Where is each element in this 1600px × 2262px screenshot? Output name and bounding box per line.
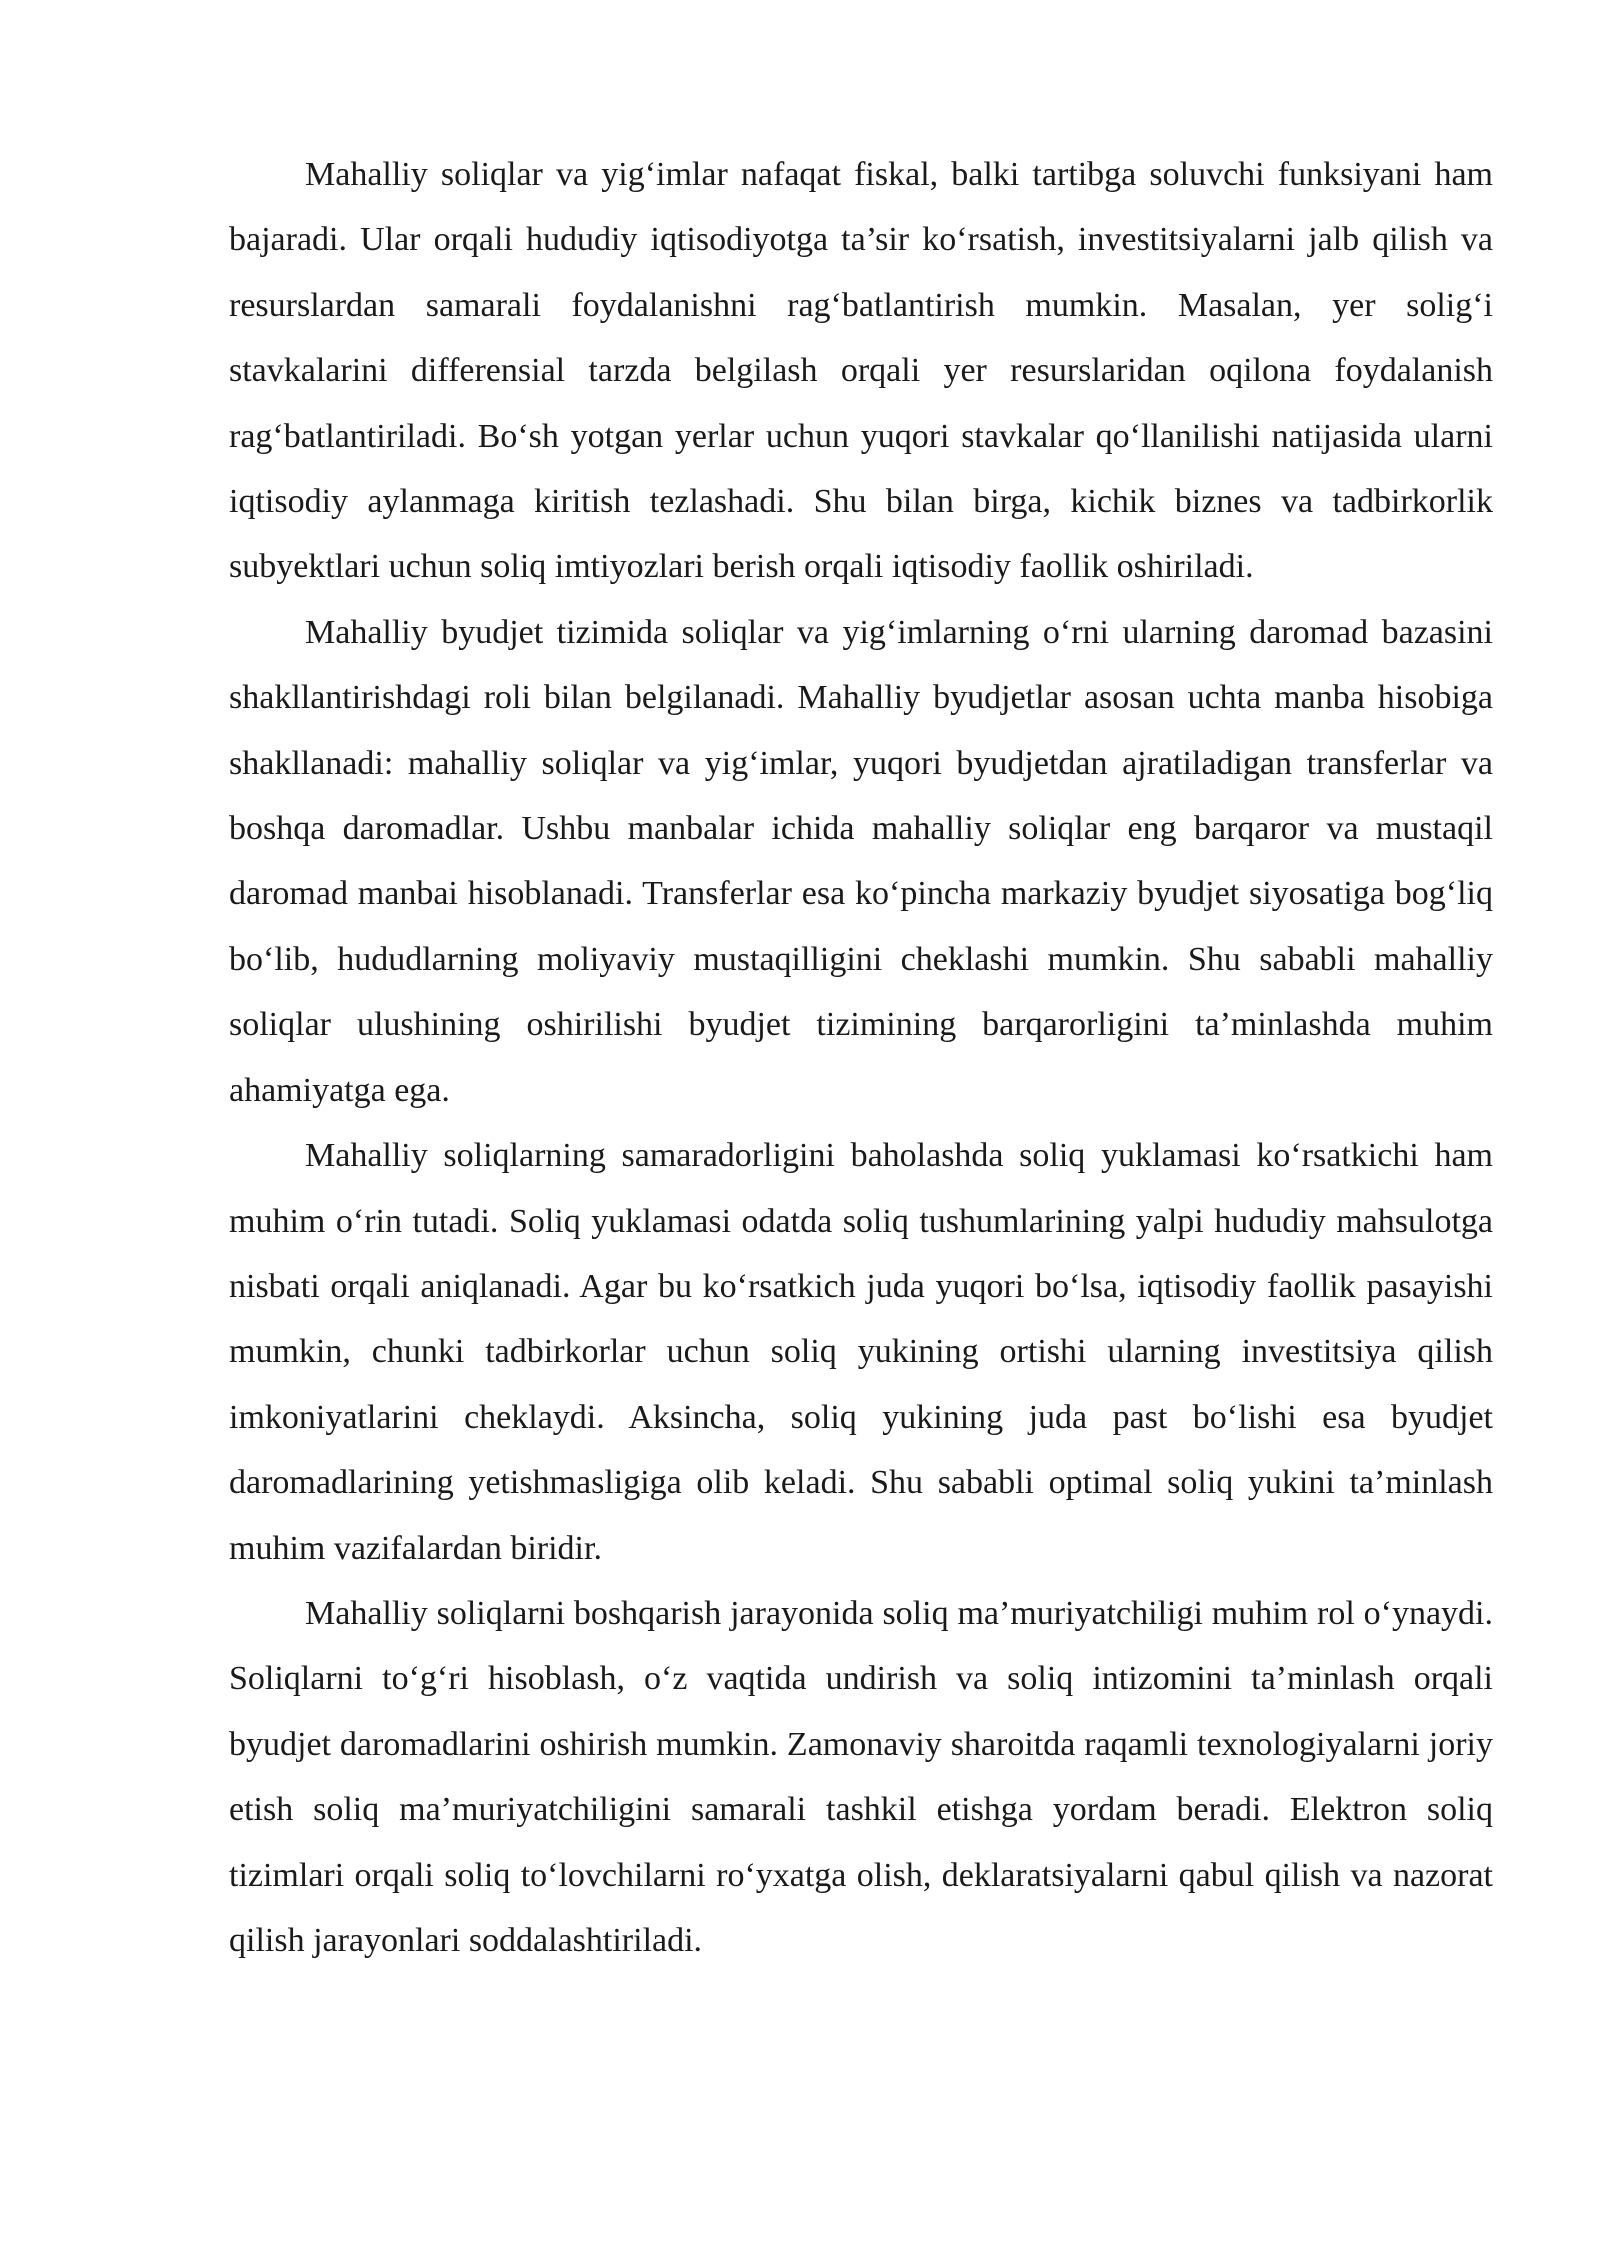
- paragraph: Mahalliy soliqlarning samaradorligini baholashda soliq yuklamasi ko‘rsatkichi ham muhim o‘rin tutadi. Soliq yuklamasi odatda soliq tushumlarining yalpi hududiy mahsulotga nisbati orqali aniqlanadi. Agar bu ko‘rsatkich juda yuqori bo‘lsa, iqtisodiy faollik pasayishi mumkin, chunki tadbirkorlar uchun soliq yukining ortishi ularning investitsiya qilish imkoniyatlarini cheklaydi. Aksincha, soliq yukining juda past bo‘lishi esa byudjet daromadlarining yetishmasligiga olib keladi. Shu sababli optimal soliq yukini ta’minlash muhim vazifalardan biridir.: [229, 1137, 1493, 1567]
- paragraph: Mahalliy soliqlarni boshqarish jarayonida soliq ma’muriyatchiligi muhim rol o‘ynaydi. Soliqlarni to‘g‘ri hisoblash, o‘z vaqtida undirish va soliq intizomini ta’minlash orqali byudjet daromadlarini oshirish mumkin. Zamonaviy sharoitda raqamli texnologiyalarni joriy etish soliq ma’muriyatchiligini samarali tashkil etishga yordam beradi. Elektron soliq tizimlari orqali soliq to‘lovchilarni ro‘yxatga olish, deklaratsiyalarni qabul qilish va nazorat qilish jarayonlari soddalashtiriladi.: [229, 1594, 1493, 1959]
- document-page: [229, 142, 1493, 1973]
- paragraph: Mahalliy soliqlar va yig‘imlar nafaqat fiskal, balki tartibga soluvchi funksiyani ham bajaradi. Ular orqali hududiy iqtisodiyotga ta’sir ko‘rsatish, investitsiyalarni jalb qilish va resurslardan samarali foydalanishni rag‘batlantirish mumkin. Masalan, yer solig‘i stavkalarini differensial tarzda belgilash orqali yer resurslaridan oqilona foydalanish rag‘batlantiriladi. Bo‘sh yotgan yerlar uchun yuqori stavkalar qo‘llanilishi natijasida ularni iqtisodiy aylanmaga kiritish tezlashadi. Shu bilan birga, kichik biznes va tadbirkorlik subyektlari uchun soliq imtiyozlari berish orqali iqtisodiy faollik oshiriladi.: [229, 156, 1493, 586]
- paragraph: Mahalliy byudjet tizimida soliqlar va yig‘imlarning o‘rni ularning daromad bazasini shakllantirishdagi roli bilan belgilanadi. Mahalliy byudjetlar asosan uchta manba hisobiga shakllanadi: mahalliy soliqlar va yig‘imlar, yuqori byudjetdan ajratiladigan transferlar va boshqa daromadlar. Ushbu manbalar ichida mahalliy soliqlar eng barqaror va mustaqil daromad manbai hisoblanadi. Transferlar esa ko‘pincha markaziy byudjet siyosatiga bog‘liq bo‘lib, hududlarning moliyaviy mustaqilligini cheklashi mumkin. Shu sababli mahalliy soliqlar ulushining oshirilishi byudjet tizimining barqarorligini ta’minlashda muhim ahamiyatga ega.: [229, 613, 1493, 1109]
